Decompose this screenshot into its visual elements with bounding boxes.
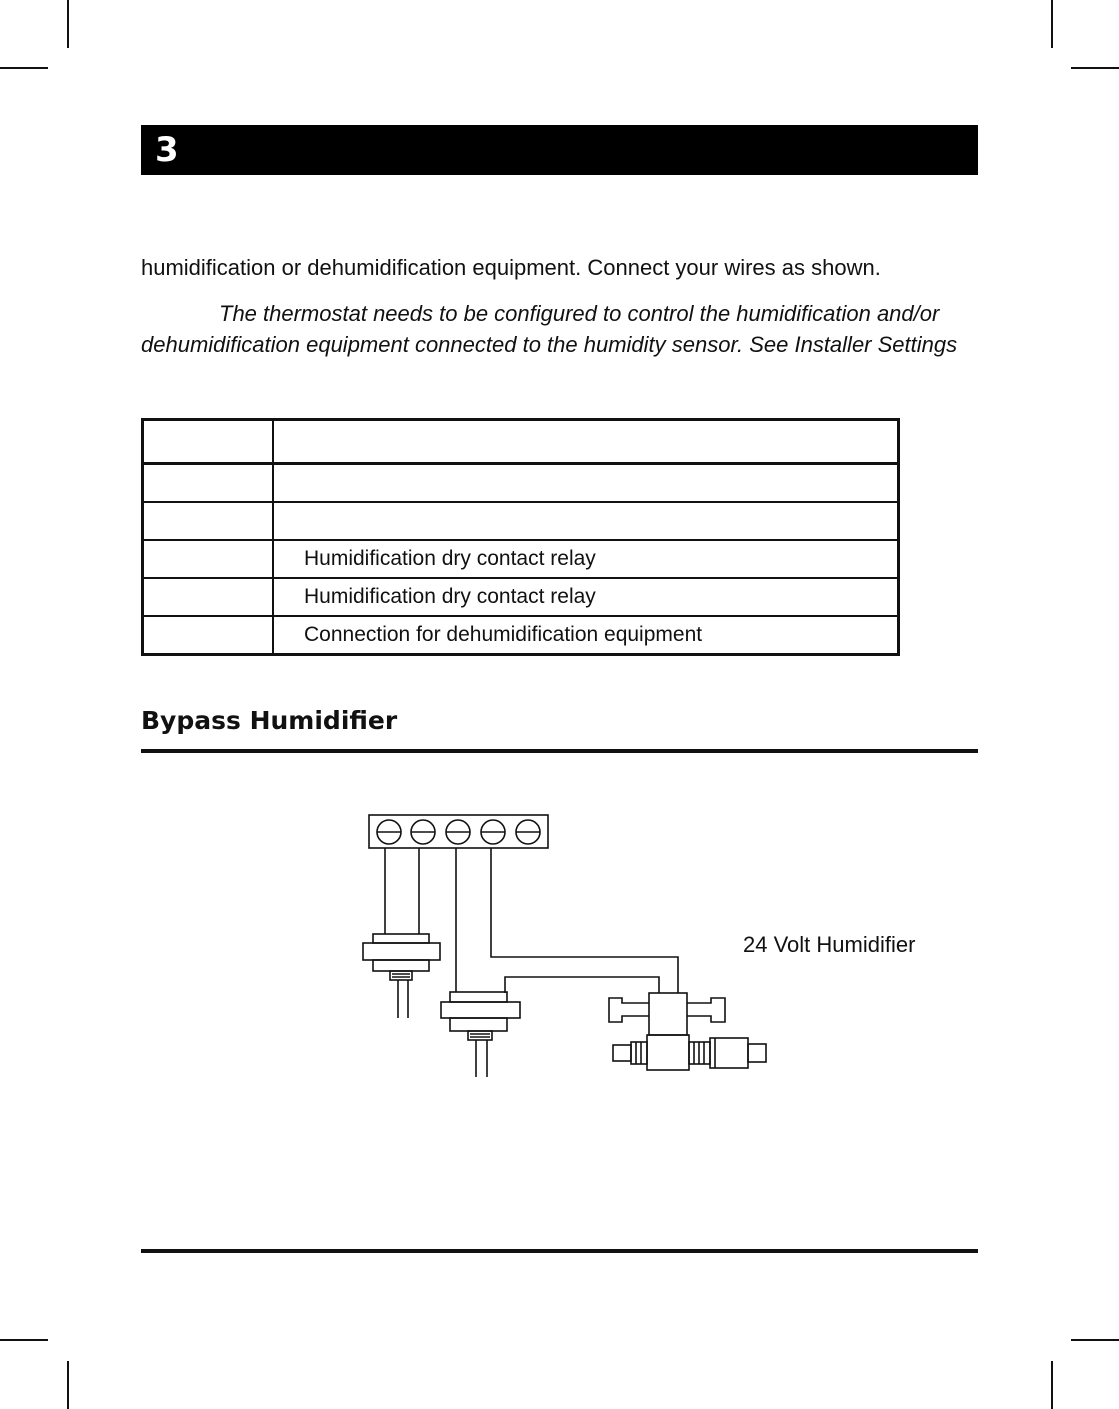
terminal-table <box>141 418 900 656</box>
crop-mark <box>1071 1339 1119 1341</box>
terminal-cell <box>143 616 274 655</box>
terminal-screw <box>411 820 435 844</box>
terminal-screw <box>446 820 470 844</box>
note-line-2: dehumidification equipment connected to the humidity sensor. See Installer Settings <box>141 332 958 357</box>
terminal-cell <box>143 464 274 503</box>
sensor-1 <box>363 934 440 1018</box>
description-cell: Connection for dehumidification equipment <box>273 616 899 655</box>
sensor-2 <box>441 992 520 1077</box>
humidifier-valve <box>609 993 766 1070</box>
terminal-cell <box>143 578 274 616</box>
section-header-bar <box>141 125 978 175</box>
terminal-screw <box>516 820 540 844</box>
table-row <box>143 420 899 464</box>
crop-mark <box>0 67 48 69</box>
terminal-screw <box>377 820 401 844</box>
table-row <box>143 540 899 578</box>
terminal-cell <box>143 540 274 578</box>
table-row <box>143 616 899 655</box>
description-cell: Humidification dry contact relay <box>273 578 899 616</box>
crop-mark <box>67 0 69 48</box>
section-rule <box>141 749 978 753</box>
description-cell <box>273 502 899 540</box>
description-cell: Humidification dry contact relay <box>273 540 899 578</box>
description-cell <box>273 420 899 464</box>
section-number: 3 <box>155 130 179 170</box>
crop-mark <box>1051 1361 1053 1409</box>
wiring-diagram <box>350 800 780 1085</box>
table-row <box>143 502 899 540</box>
configuration-note <box>141 298 986 360</box>
wire <box>385 848 419 934</box>
wire <box>505 977 659 993</box>
wire <box>491 848 678 993</box>
crop-mark <box>0 1339 48 1341</box>
crop-mark <box>67 1361 69 1409</box>
table-row <box>143 464 899 503</box>
terminal-cell <box>143 502 274 540</box>
section-title: Bypass Humidifier <box>141 706 398 735</box>
terminal-screw <box>481 820 505 844</box>
footer-rule <box>141 1249 978 1253</box>
intro-paragraph: humidification or dehumidification equipment. Connect your wires as shown. <box>141 255 881 280</box>
description-cell <box>273 464 899 503</box>
humidifier-label: 24 Volt Humidifier <box>743 932 916 957</box>
table-row <box>143 578 899 616</box>
crop-mark <box>1051 0 1053 48</box>
note-line-1: The thermostat needs to be configured to control the humidification and/or <box>219 301 940 326</box>
crop-mark <box>1071 67 1119 69</box>
terminal-cell <box>143 420 274 464</box>
